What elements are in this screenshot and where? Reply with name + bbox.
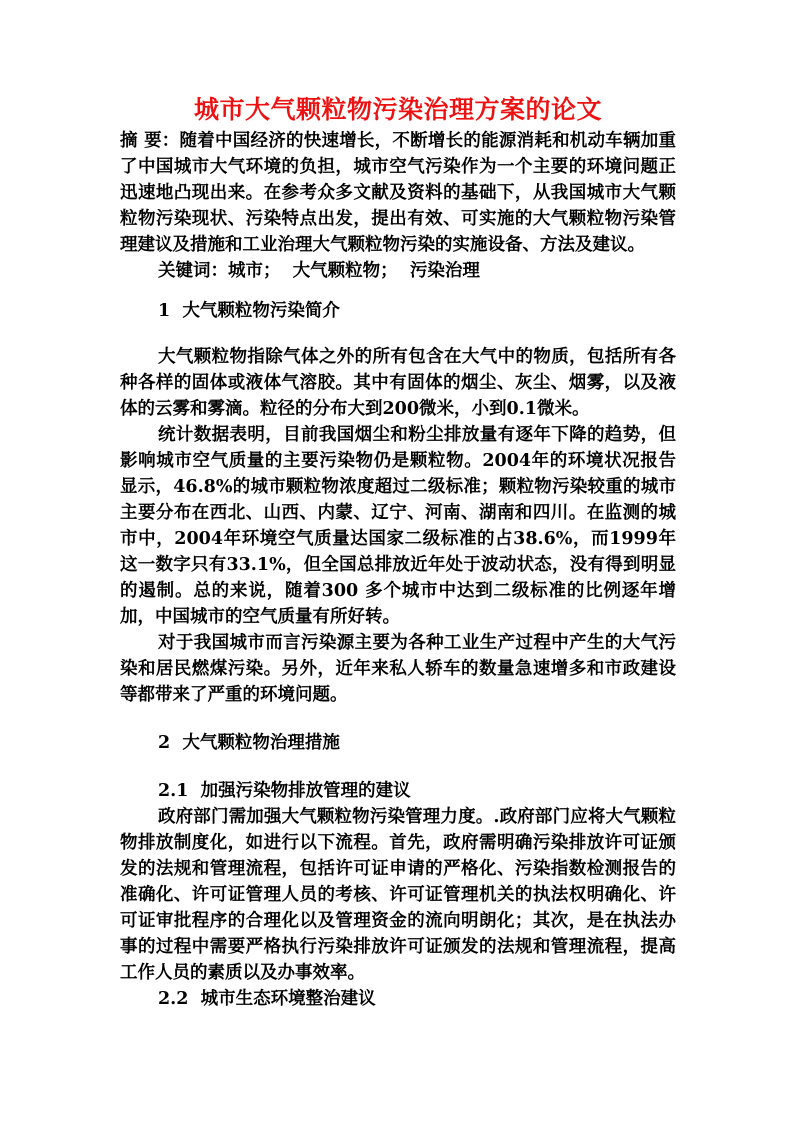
document-title: 城市大气颗粒物污染治理方案的论文 (193, 95, 602, 124)
subsection-heading-2-1: 2.1 加强污染物排放管理的建议 (158, 781, 411, 801)
section1-paragraph-1: 大气颗粒物指除气体之外的所有包含在大气中的物质，包括所有各种各样的固体或液体气溶胶。其中有固体的烟尘、灰尘、烟雾，以及液体的云雾和雾滴。粒径的分布大到200微米，小到0.1微米。 (120, 347, 676, 419)
spacer (120, 756, 676, 778)
subsection-2-1-paragraph: 政府部门需加强大气颗粒物污染管理力度。.政府部门应将大气颗粒物排放制度化，如进行以下流程。首先，政府需明确污染排放许可证颁发的法规和管理流程，包括许可证申请的严格化、污染指数检测报告的准确化、许可证管理人员的考核、许可证管理机关的执法权明确化、许可证审批程序的合理化以及管理资金的流向明朗化；其次，是在执法办事的过程中需要严格执行污染排放许可证颁发的法规和管理流程，提高工作人员的素质以及办事效率。 (120, 807, 676, 983)
section1-paragraph-3: 对于我国城市而言污染源主要为各种工业生产过程中产生的大气污染和居民燃煤污染。另外，近年来私人轿车的数量急速增多和市政建设等都带来了严重的环境问题。 (120, 633, 676, 705)
section-heading-2: 2 大气颗粒物治理措施 (158, 733, 340, 753)
spacer (120, 284, 676, 298)
section1-paragraph-2: 统计数据表明，目前我国烟尘和粉尘排放量有逐年下降的趋势，但影响城市空气质量的主要污染物仍是颗粒物。2004年的环境状况报告显示，46.8%的城市颗粒物浓度超过二级标准；颗粒物污染较重的城市主要分布在西北、山西、内蒙、辽宁、河南、湖南和四川。在监测的城市中，2004年环境空气质量达国家二级标准的占38.6%，而1999年这一数字只有33.1%，但全国总排放近年处于波动状态，没有得到明显的遏制。总的来说，随着300 多个城市中达到二级标准的比例逐年增加，中国城市的空气质量有所好转。 (120, 425, 676, 627)
keywords-line: 关键词：城市； 大气颗粒物； 污染治理 (158, 261, 480, 281)
section-heading-1: 1 大气颗粒物污染简介 (158, 301, 340, 321)
spacer (120, 708, 676, 730)
abstract-paragraph: 摘 要：随着中国经济的快速增长，不断增长的能源消耗和机动车辆加重了中国城市大气环境的负担，城市空气污染作为一个主要的环境问题正迅速地凸现出来。在参考众多文献及资料的基础下，从我国城市大气颗粒物污染现状、污染特点出发，提出有效、可实施的大气颗粒物污染管理建议及措施和工业治理大气颗粒物污染的实施设备、方法及建议。 (120, 131, 676, 255)
document-page (120, 92, 676, 1012)
spacer (120, 324, 676, 344)
subsection-heading-2-2: 2.2 城市生态环境整治建议 (158, 989, 376, 1009)
